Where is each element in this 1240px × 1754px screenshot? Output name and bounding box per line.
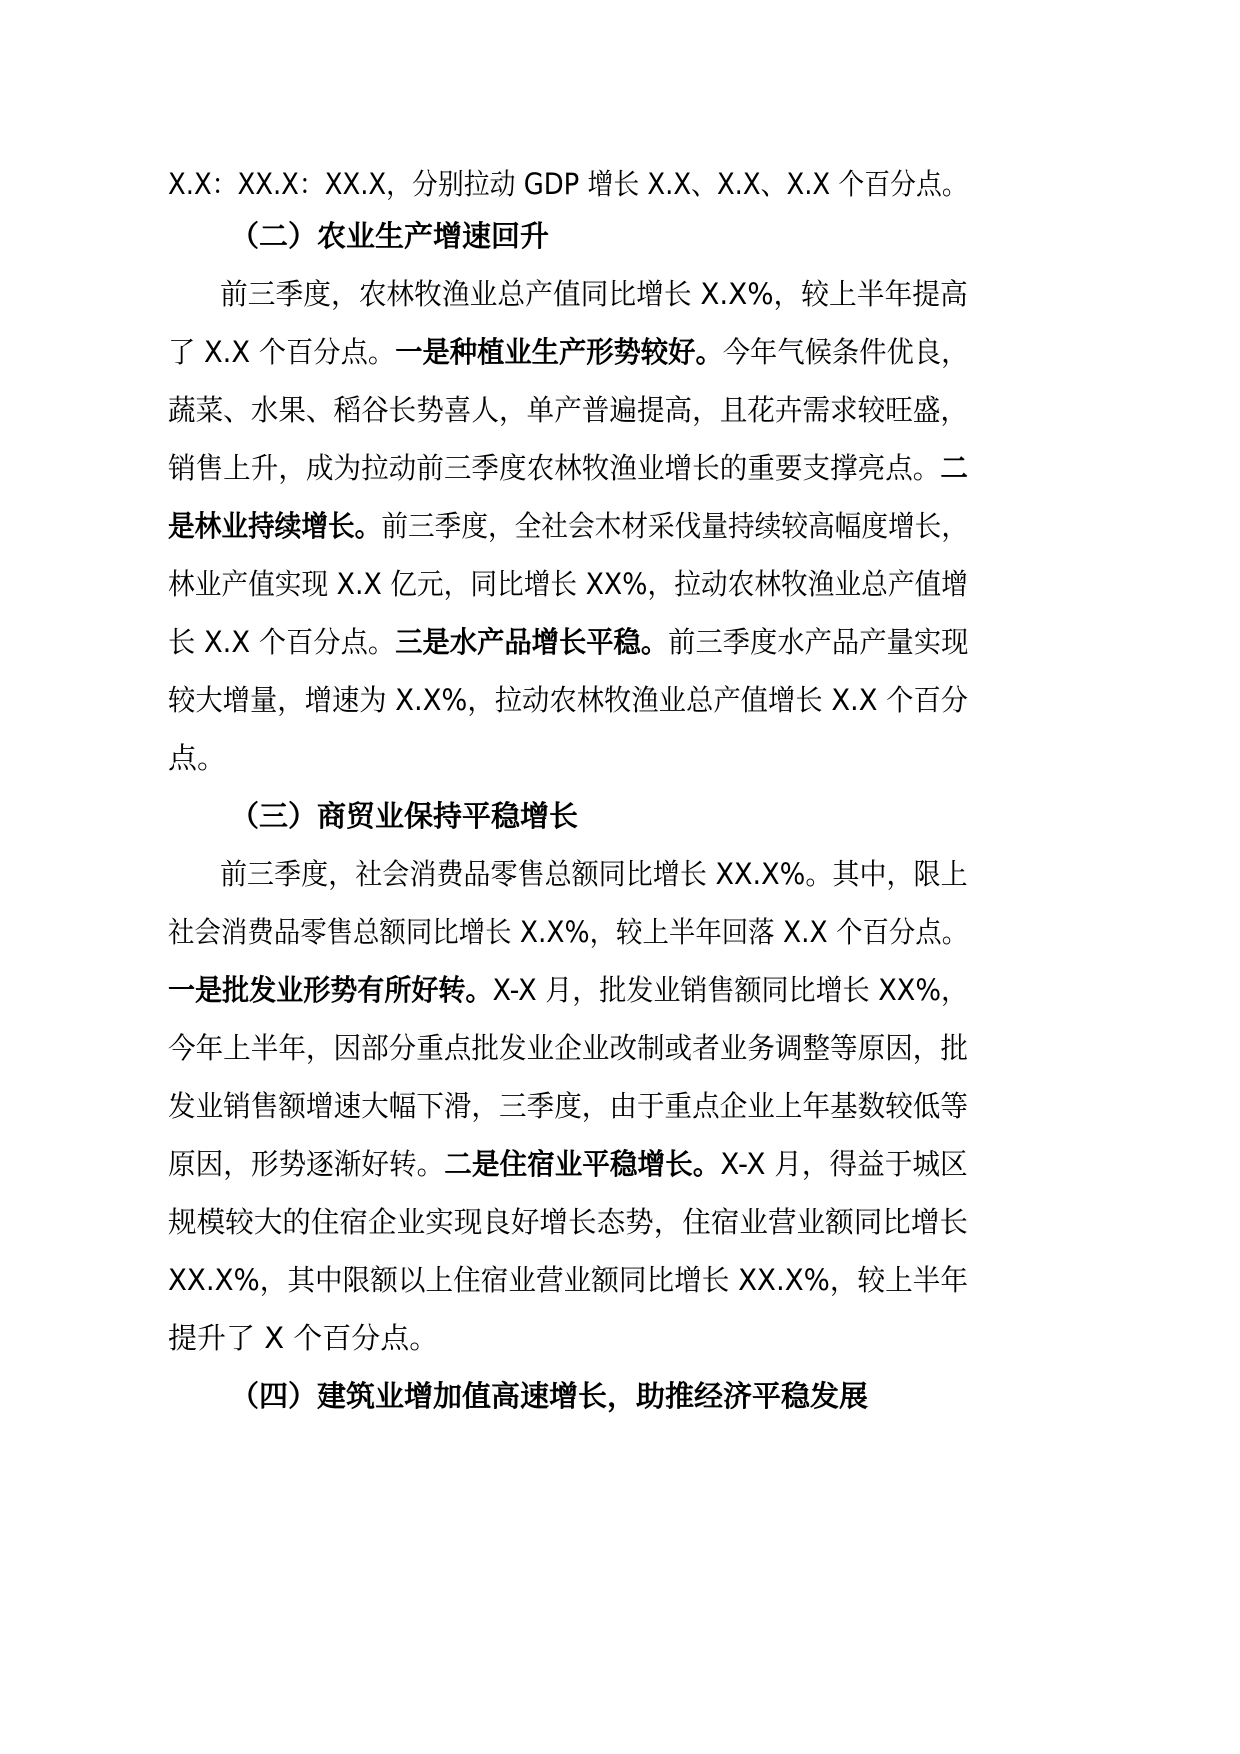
text-line <box>220 274 968 314</box>
text-run: 蔬菜、水果、稻谷长势喜人，单产普遍提高，且花卉需求较旺盛， <box>168 393 968 427</box>
text-run: 点。 <box>168 741 227 775</box>
section-heading-construction <box>230 1376 868 1416</box>
text-run: 今年上半年，因部分重点批发业企业改制或者业务调整等原因，批 <box>168 1031 968 1065</box>
section-heading-commerce <box>230 796 578 836</box>
bold-text-run: 三是水产品增长平稳。 <box>395 625 669 659</box>
text-line <box>168 1318 438 1358</box>
text-line <box>168 622 968 662</box>
text-run: 前三季度，全社会木材采伐量持续较高幅度增长， <box>381 509 968 543</box>
text-line <box>168 1144 968 1184</box>
text-run: X-X 月，批发业销售额同比增长 XX%， <box>492 973 969 1007</box>
bold-text-run: 是林业持续增长。 <box>168 509 382 543</box>
text-run: 发业销售额增速大幅下滑，三季度，由于重点企业上年基数较低等 <box>168 1089 968 1123</box>
text-run: 今年气候条件优良， <box>722 335 969 369</box>
text-line <box>168 1202 968 1242</box>
text-line <box>168 1028 968 1068</box>
text-line <box>168 506 968 546</box>
text-line <box>168 680 968 720</box>
text-line <box>168 912 968 952</box>
bold-text-run: 二是住宿业平稳增长。 <box>444 1147 721 1181</box>
section-heading-agriculture <box>230 216 549 256</box>
text-line <box>168 164 968 204</box>
text-line <box>220 854 968 894</box>
text-run: 提升了 X 个百分点。 <box>168 1321 439 1355</box>
text-run: 前三季度，社会消费品零售总额同比增长 XX.X%。其中，限上 <box>220 857 968 891</box>
text-line <box>168 564 968 604</box>
text-run: X.X：XX.X：XX.X，分别拉动 GDP 增长 X.X、X.X、X.X 个百分点。 <box>168 167 968 201</box>
heading-text: （三）商贸业保持平稳增长 <box>230 799 579 833</box>
text-run: XX.X%，其中限额以上住宿业营业额同比增长 XX.X%，较上半年 <box>168 1263 968 1297</box>
text-run: X-X 月，得益于城区 <box>720 1147 968 1181</box>
heading-text: （四）建筑业增加值高速增长，助推经济平稳发展 <box>230 1379 869 1413</box>
text-run: 了 X.X 个百分点。 <box>168 335 396 369</box>
bold-text-run: 一是种植业生产形势较好。 <box>395 335 723 369</box>
text-run: 销售上升，成为拉动前三季度农林牧渔业增长的重要支撑亮点。 <box>168 451 941 485</box>
heading-text: （二）农业生产增速回升 <box>230 219 550 253</box>
bold-text-run: 二 <box>940 451 968 485</box>
text-line <box>168 738 226 778</box>
text-run: 林业产值实现 X.X 亿元，同比增长 XX%，拉动农林牧渔业总产值增 <box>168 567 968 601</box>
text-run: 前三季度，农林牧渔业总产值同比增长 X.X%，较上半年提高 <box>220 277 968 311</box>
text-run: 原因，形势逐渐好转。 <box>168 1147 445 1181</box>
text-run: 前三季度水产品产量实现 <box>668 625 969 659</box>
text-run: 长 X.X 个百分点。 <box>168 625 396 659</box>
bold-text-run: 一是批发业形势有所好转。 <box>168 973 493 1007</box>
text-run: 较大增量，增速为 X.X%，拉动农林牧渔业总产值增长 X.X 个百分 <box>168 683 969 717</box>
text-line <box>168 390 968 430</box>
text-line <box>168 332 968 372</box>
text-line <box>168 1260 968 1300</box>
text-run: 社会消费品零售总额同比增长 X.X%，较上半年回落 X.X 个百分点。 <box>168 915 969 949</box>
text-run: 规模较大的住宿企业实现良好增长态势，住宿业营业额同比增长 <box>168 1205 968 1239</box>
text-line <box>168 1086 968 1126</box>
text-line <box>168 448 968 488</box>
text-line <box>168 970 968 1010</box>
